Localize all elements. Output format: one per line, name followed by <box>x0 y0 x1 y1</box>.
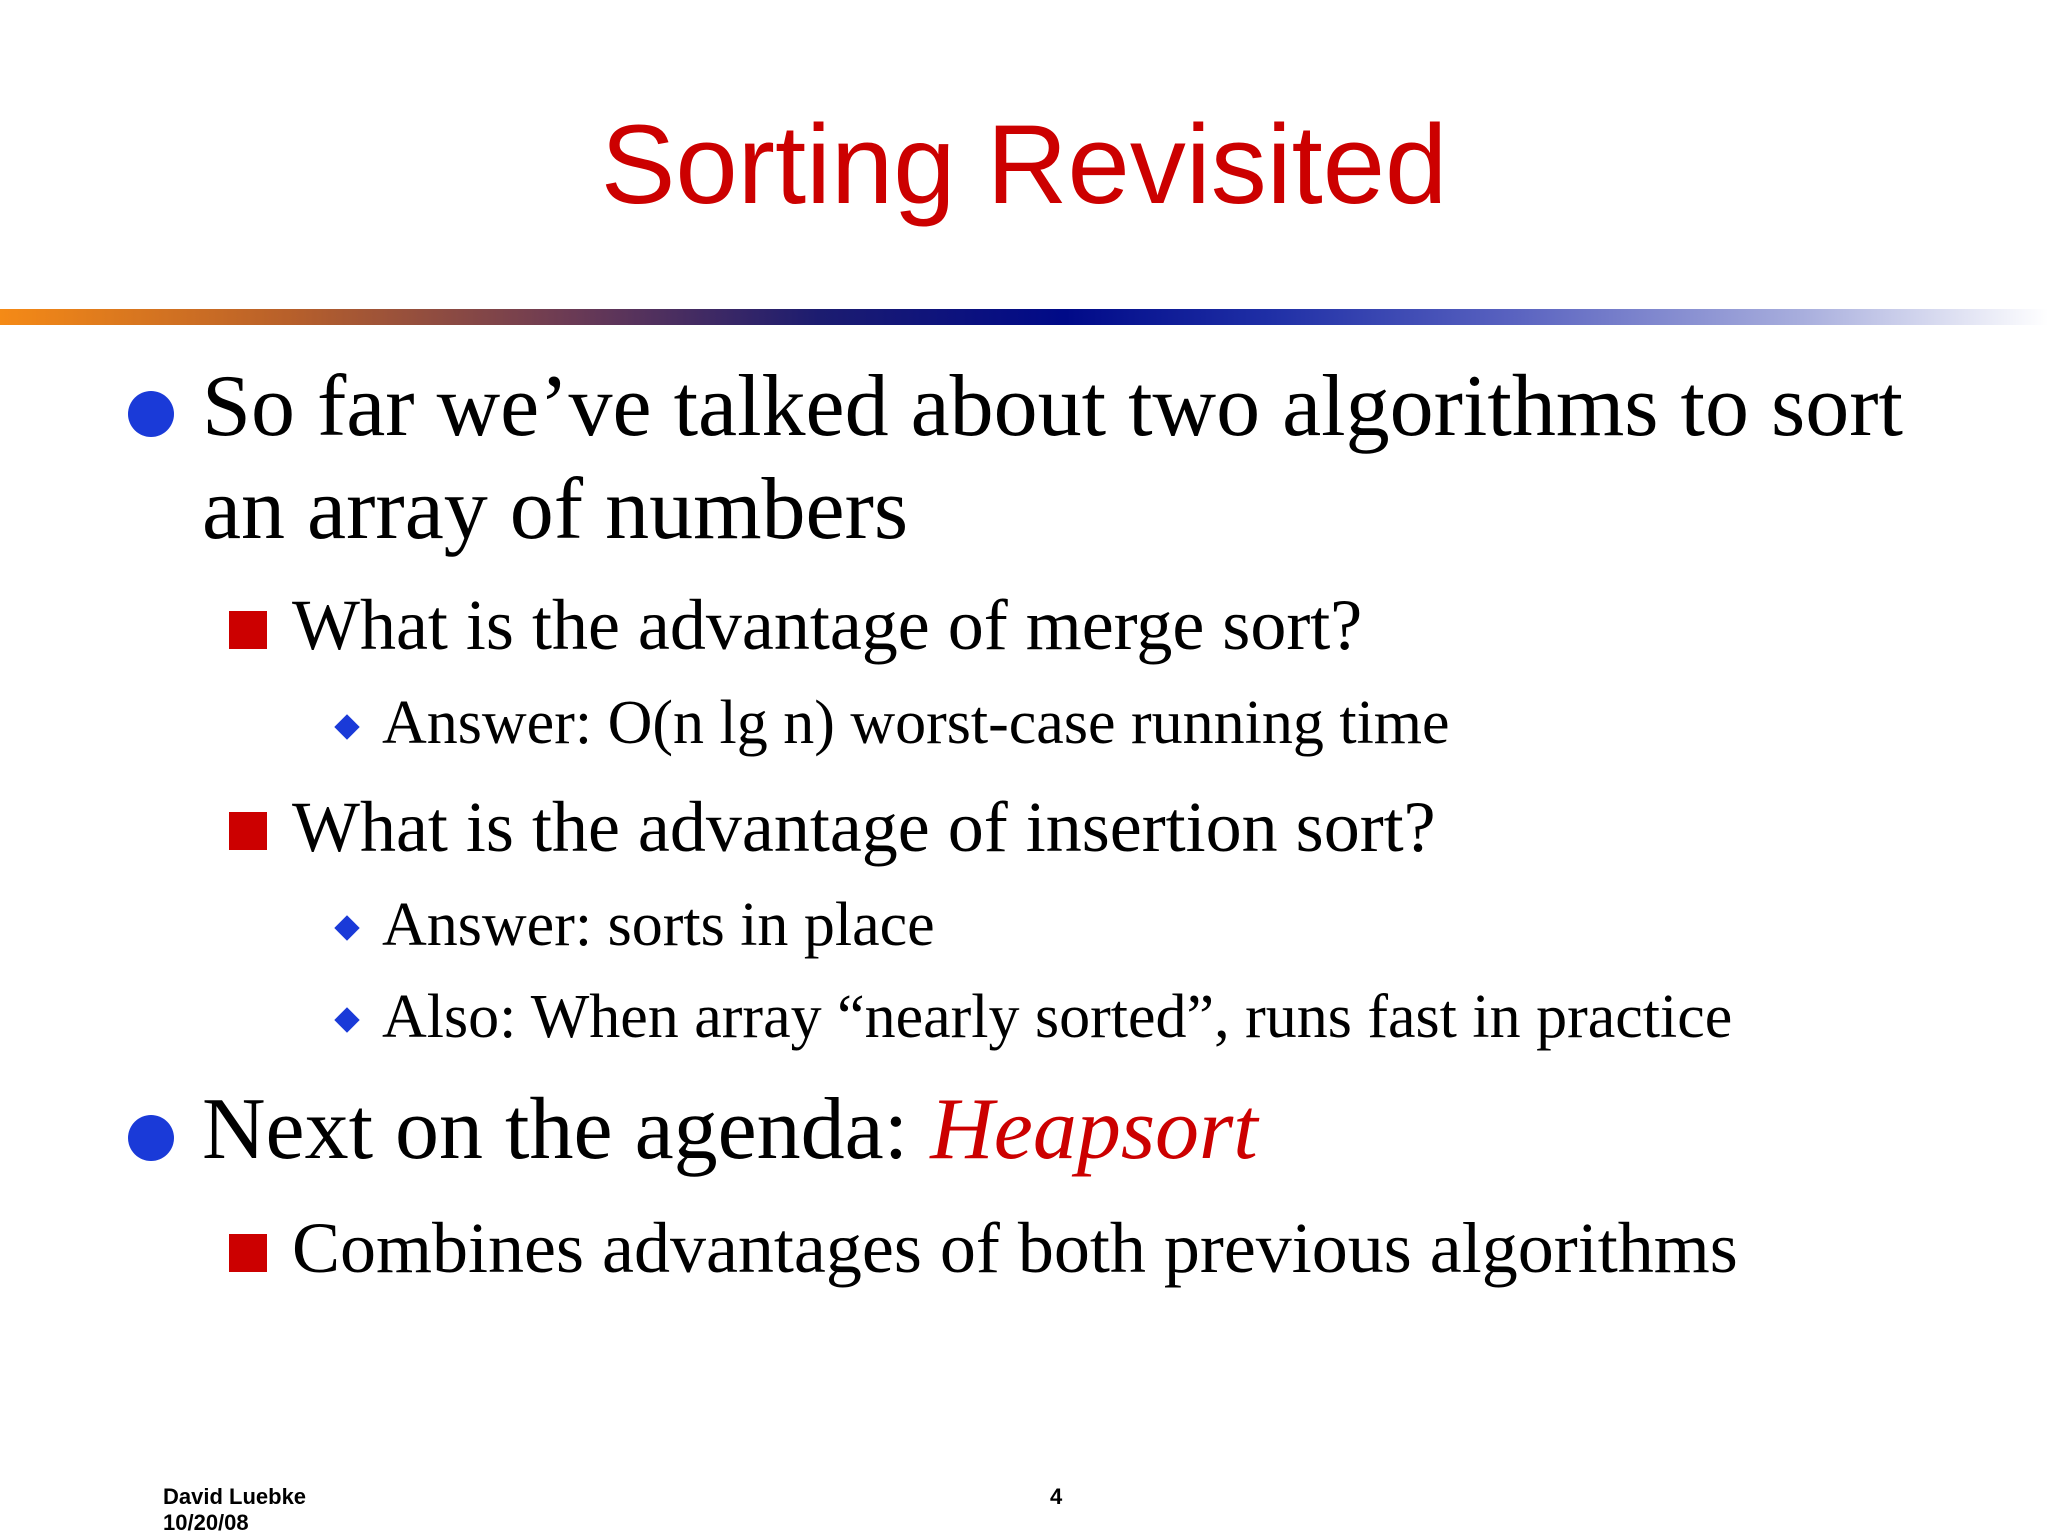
diamond-bullet-icon <box>334 714 359 739</box>
bullet-l2-insertion-sort: What is the advantage of insertion sort? <box>292 787 1436 867</box>
diamond-bullet-icon <box>334 915 359 940</box>
footer-author: David Luebke <box>163 1484 307 1509</box>
bullet-l1-next-agenda <box>202 1078 1922 1181</box>
agenda-prefix: Next on the agenda: <box>202 1081 931 1178</box>
slide-title: Sorting Revisited <box>600 102 1448 227</box>
title-divider <box>0 309 2048 325</box>
agenda-emphasis-heapsort: Heapsort <box>930 1081 1258 1178</box>
square-bullet-icon <box>229 611 267 649</box>
diamond-bullet-icon <box>334 1007 359 1032</box>
bullet-l3-nearly-sorted: Also: When array “nearly sorted”, runs fast in practice <box>382 983 1733 1051</box>
bullet-l2-merge-sort: What is the advantage of merge sort? <box>292 585 1363 665</box>
bullet-l1-algorithms: So far we’ve talked about two algorithms to sort an array of numbers <box>202 358 1903 558</box>
footer-date: 10/20/08 <box>163 1510 249 1535</box>
footer-page-number: 4 <box>1050 1484 1063 1509</box>
bullet-l3-merge-answer: Answer: O(n lg n) worst-case running time <box>382 689 1450 757</box>
square-bullet-icon <box>229 812 267 850</box>
square-bullet-icon <box>229 1234 267 1272</box>
bullet-l3-insertion-answer: Answer: sorts in place <box>382 891 935 959</box>
bullet-l2-combines: Combines advantages of both previous algorithms <box>292 1208 1738 1288</box>
circle-bullet-icon <box>128 1115 174 1161</box>
circle-bullet-icon <box>128 391 174 437</box>
